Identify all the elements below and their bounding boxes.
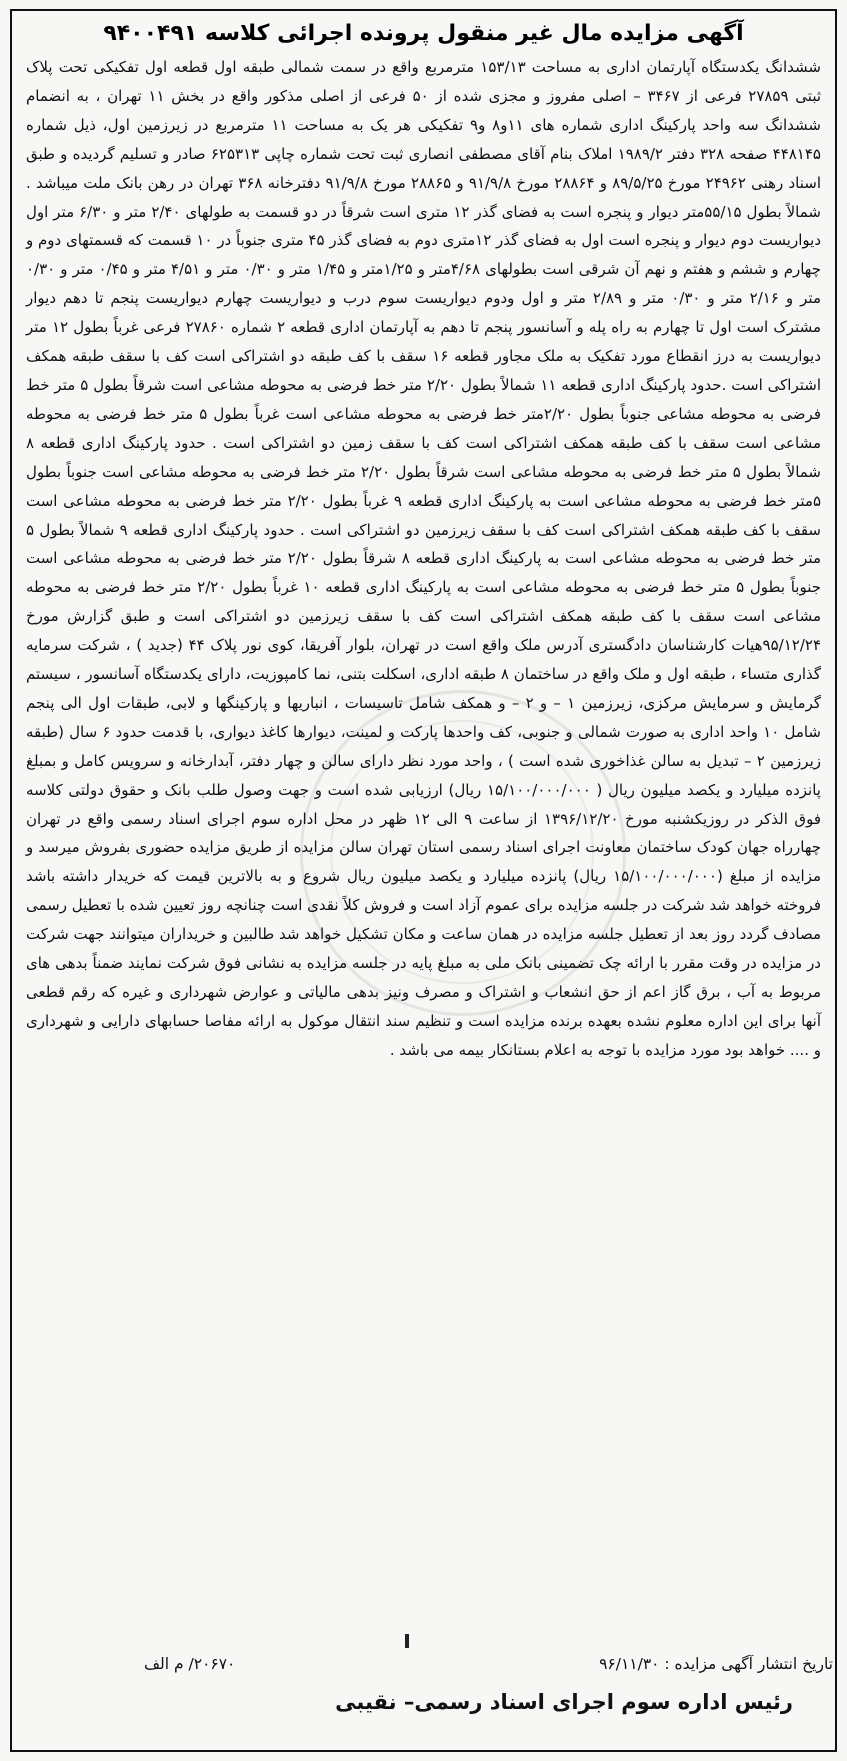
- signature: رئیس اداره سوم اجرای اسناد رسمی– نقیبی: [335, 1690, 793, 1714]
- notice-frame: [10, 9, 837, 1752]
- page-mark: [405, 1634, 409, 1648]
- publication-line: [14, 1655, 833, 1673]
- notice-title: آگهی مزایده مال غیر منقول پرونده اجرائی کلاسه ۹۴۰۰۴۹۱: [103, 21, 744, 46]
- publication-date: تاریخ انتشار آگهی مزایده : ۹۶/۱۱/۳۰: [599, 1655, 833, 1673]
- reference-code: ۲۰۶۷۰/ م الف: [144, 1655, 236, 1673]
- notice-body: ششدانگ یکدستگاه آپارتمان اداری به مساحت ۱۵۳/۱۳ مترمربع واقع در سمت شمالی طبقه اول قطعه اول تفکیکی تحت پلاک ثبتی ۲۷۸۵۹ فرعی از ۳۴۶۷ – اصلی مفروز و مجزی شده از ۵۰ فرعی از اصلی مذکور واقع در بخش ۱۱ تهران ، به انضمام ششدانگ سه واحد پارکینگ اداری شماره های ۱۱و۸ و۹ تفکیکی هر یک به مساحت ۱۱ مترمربع در زیرزمین اول، ذیل شماره ۴۴۸۱۴۵ صفحه ۳۲۸ دفتر ۱۹۸۹/۲ املاک بنام آقای مصطفی انصاری ثبت تحت شماره چاپی ۶۲۵۳۱۳ صادر و تسلیم گردیده و طبق اسناد رهنی ۲۴۹۶۲ مورخ ۸۹/۵/۲۵ و ۲۸۸۶۴ مورخ ۹۱/۹/۸ و ۲۸۸۶۵ مورخ ۹۱/۹/۸ دفترخانه ۳۶۸ تهران در رهن بانک ملت میباشد . شمالاً بطول ۵۵/۱۵متر دیوار و پنجره است به فضای گذر ۱۲ متری است شرقاً در دو قسمت به طولهای ۲/۴۰ متر و ۶/۳۰ متر اول دیواریست دوم دیوار و پنجره است اول به فضای گذر ۱۲متری دوم به فضای گذر ۴۵ متری جنوباً در ۱۰ قسمت که قسمتهای دوم و چهارم و ششم و هفتم و نهم آن شرقی است بطولهای ۴/۶۸متر و ۱/۲۵متر و ۱/۴۵ متر و ۰/۳۰ متر و ۴/۵۱ متر و ۰/۴۵ متر و ۰/۳۰ متر و ۲/۱۶ متر و ۰/۳۰ متر و ۲/۸۹ متر و اول ودوم دیواریست سوم درب و دیواریست چهارم دیواریست پنجم تا دهم دیوار مشترک است اول تا چهارم به راه پله و آسانسور پنجم تا دهم به آپارتمان اداری قطعه ۲ شماره ۲۷۸۶۰ فرعی غرباً بطول ۱۲ متر دیواریست به درز انقطاع مورد تفکیک به ملک مجاور قطعه ۱۶ سقف با کف طبقه دو اشتراکی است کف با سقف طبقه همکف اشتراکی است .حدود پارکینگ اداری قطعه ۱۱ شمالاً بطول ۲/۲۰ متر خط فرضی به محوطه مشاعی است شرقاً بطول ۵ متر خط فرضی به محوطه مشاعی جنوباً بطول ۲/۲۰متر خط فرضی به محوطه مشاعی است غرباً بطول ۵ متر خط فرضی به محوطه مشاعی است سقف با کف طبقه همکف اشتراکی است کف با سقف زمین دو اشتراکی است . حدود پارکینگ اداری قطعه ۸ شمالاً بطول ۵ متر خط فرضی به محوطه مشاعی است شرقاً بطول ۲/۲۰ متر خط فرضی به محوطه مشاعی است جنوباً بطول ۵متر خط فرضی به محوطه مشاعی است به پارکینگ اداری قطعه ۹ غرباً بطول ۲/۲۰ متر خط فرضی به محوطه مشاعی است سقف با کف طبقه همکف اشتراکی است کف با سقف زیرزمین دو اشتراکی است . حدود پارکینگ اداری قطعه ۹ شمالاً بطول ۵ متر خط فرضی به محوطه مشاعی است به پارکینگ اداری قطعه ۸ شرقاً بطول ۲/۲۰ متر خط فرضی به محوطه مشاعی است جنوباً بطول ۵ متر خط فرضی به محوطه مشاعی است به پارکینگ اداری قطعه ۱۰ غرباً بطول ۲/۲۰ متر خط فرضی به محوطه مشاعی است سقف با کف طبقه همکف اشتراکی است کف با سقف زیرزمین دو اشتراکی است و طبق گزارش مورخ ۹۵/۱۲/۲۴هیات کارشناسان دادگستری آدرس ملک واقع است در تهران، بلوار آفریقا، کوی نور پلاک ۴۴ (جدید ) ، شرکت سرمایه گذاری متساء ، طبقه اول و ملک واقع در ساختمان ۸ طبقه اداری، اسکلت بتنی، نما کامپوزیت، دارای یکدستگاه آسانسور ، سیستم گرمایش و سرمایش مرکزی، زیرزمین ۱ – و ۲ – و همکف شامل تاسیسات ، انباریها و پارکینگها و لابی، طبقات اول الی پنجم شامل ۱۰ واحد اداری به صورت شمالی و جنوبی، کف واحدها پارکت و لمینت، دیوارها کاغذ دیواری، با قدمت حدود ۶ سال (طبقه زیرزمین ۲ – تبدیل به سالن غذاخوری شده است ) ، واحد مورد نظر دارای سالن و چهار دفتر، آبدارخانه و سرویس کامل و بمبلغ پانزده میلیارد و یکصد میلیون ریال ( ۱۵/۱۰۰/۰۰۰/۰۰۰ ریال) ارزیابی شده است و جهت وصول طلب بانک و حقوق دولتی کلاسه فوق الذکر در روزیکشنبه مورخ ۱۳۹۶/۱۲/۲۰ از ساعت ۹ الی ۱۲ ظهر در محل اداره سوم اجرای اسناد رسمی واقع در تهران چهارراه جهان کودک ساختمان معاونت اجرای اسناد رسمی استان تهران سالن مزایده از طریق مزایده حضوری بفروش میرسد و مزایده از مبلغ (۱۵/۱۰۰/۰۰۰/۰۰۰ ریال) پانزده میلیارد و یکصد میلیون ریال شروع و به بالاترین قیمت که خریدار داشته باشد فروخته خواهد شد شرکت در جلسه مزایده برای عموم آزاد است و فروش کلاً نقدی است چنانچه روز تعیین شده با تعطیل رسمی مصادف گردد روز بعد از تعطیل جلسه مزایده در همان ساعت و مکان تشکیل خواهد شد طالبین و خریداران میتوانند جهت شرکت در مزایده در وقت مقرر با ارائه چک تضمینی بانک ملی به مبلغ پایه در جلسه مزایده به نشانی فوق شرکت نمایند ضمناً بدهی های مربوط به آب ، برق گاز اعم از حق انشعاب و اشتراک و مصرف ونیز بدهی مالیاتی و عوارض شهرداری و غیره که رقم قطعی آنها برای این اداره معلوم نشده بعهده برنده مزایده است و تنظیم سند انتقال موکول به ارائه مفاصا حسابهای دارایی و شهرداری و .... خواهد بود مورد مزایده با توجه به اعلام بستانکار بیمه می باشد .: [26, 58, 822, 1059]
